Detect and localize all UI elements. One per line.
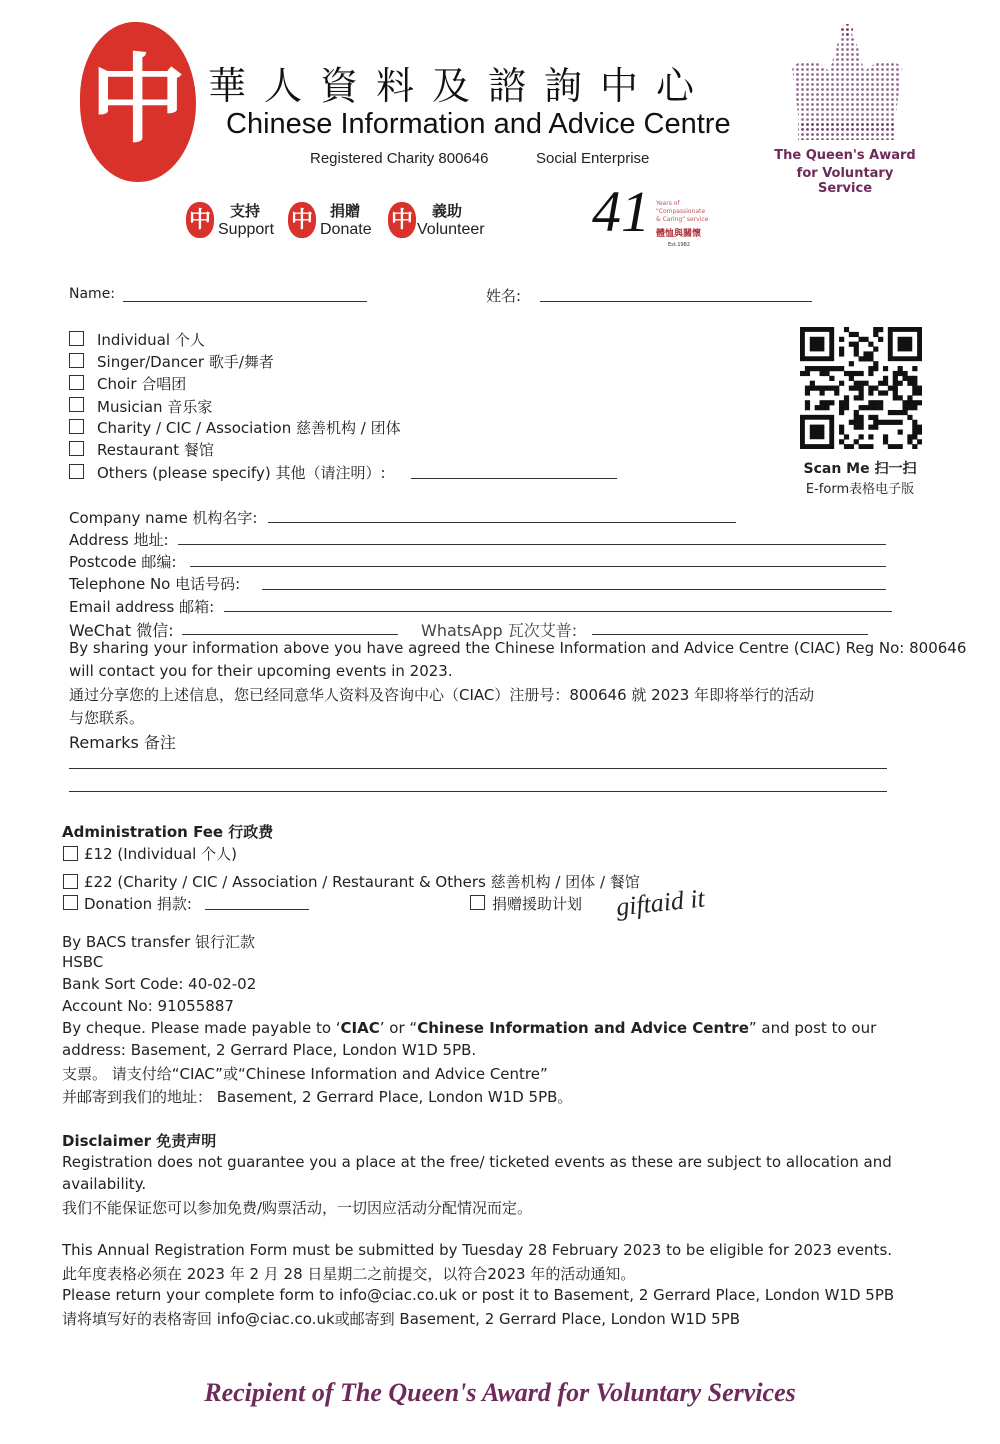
address-input[interactable]: [178, 544, 886, 545]
footer-award: Recipient of The Queen's Award for Voluntary Services: [204, 1378, 796, 1407]
charity-number: Registered Charity 800646: [310, 150, 489, 167]
cheque-zh-2: 并邮寄到我们的地址： Basement, 2 Gerrard Place, London W1D 5PB。: [62, 1088, 573, 1106]
anniversary-badge: [590, 179, 720, 254]
volunteer-zh: 義助: [432, 202, 463, 220]
giftaid-logo: giftaid it: [614, 883, 707, 922]
disclaimer-en-1: Registration does not guarantee you a place at the free/ ticketed events as these are subject to allocation and: [62, 1153, 892, 1171]
support-en: Support: [218, 221, 275, 238]
remarks-input-line-2[interactable]: [69, 791, 887, 792]
email-input[interactable]: [224, 611, 892, 612]
anniversary-number: 41: [592, 179, 650, 244]
address-label: Address 地址:: [69, 531, 169, 549]
category-singer-checkbox[interactable]: [69, 353, 84, 368]
category-label: Charity / CIC / Association 慈善机构 / 团体: [97, 419, 401, 437]
anniv-line-2: "Compassionate: [656, 208, 706, 215]
ciac-mini-logo-icon: 中: [288, 202, 316, 238]
ciac-mini-logo-icon: 中: [388, 202, 416, 238]
consent-zh-2: 与您联系。: [69, 709, 145, 727]
cheque-mid: ’ or “: [379, 1019, 418, 1037]
anniv-line-3: & Caring" service: [656, 216, 709, 223]
donation-label: Donation 捐款:: [84, 895, 192, 913]
whatsapp-label: WhatsApp 瓦次艾普:: [421, 621, 578, 640]
category-restaurant-checkbox[interactable]: [69, 441, 84, 456]
category-label: Individual 个人: [97, 331, 205, 349]
disclaimer-en-2: availability.: [62, 1175, 147, 1193]
category-charity-checkbox[interactable]: [69, 419, 84, 434]
name-zh-input[interactable]: [540, 301, 812, 302]
category-choir-checkbox[interactable]: [69, 375, 84, 390]
return-instructions-zh: 请将填写好的表格寄回 info@ciac.co.uk或邮寄到 Basement, 2 Gerrard Place, London W1D 5PB: [62, 1310, 741, 1328]
anniv-line-1: Years of: [656, 200, 680, 207]
consent-en-2: will contact you for their upcoming events in 2023.: [69, 662, 453, 680]
company-label: Company name 机构名字:: [69, 509, 258, 527]
donate-zh: 捐贈: [330, 202, 361, 220]
giftaid-checkbox[interactable]: [470, 895, 485, 910]
donate-en: Donate: [320, 221, 372, 238]
anniv-est: Est.1982: [668, 242, 691, 248]
support-zh: 支持: [230, 202, 261, 220]
donation-amount-input[interactable]: [205, 909, 309, 910]
wechat-input[interactable]: [182, 634, 398, 635]
category-label: Others (please specify) 其他（请注明）:: [97, 464, 386, 482]
org-title: Chinese Information and Advice Centre: [226, 108, 731, 140]
social-enterprise: Social Enterprise: [536, 150, 650, 167]
postcode-label: Postcode 邮编:: [69, 553, 177, 571]
category-others-checkbox[interactable]: [69, 464, 84, 479]
name-label: Name:: [69, 286, 116, 302]
qr-code[interactable]: [800, 327, 922, 449]
support-button[interactable]: [184, 198, 284, 244]
donate-button[interactable]: [286, 198, 386, 244]
fee-individual-label: £12 (Individual 个人): [84, 845, 237, 863]
email-label: Email address 邮箱:: [69, 598, 215, 616]
qr-caption-2: E-form表格电子版: [805, 482, 915, 497]
remarks-label: Remarks 备注: [69, 733, 176, 752]
fee-organisation-checkbox[interactable]: [63, 874, 78, 889]
cheque-zh-1: 支票。 请支付给“CIAC”或“Chinese Information and Advice Centre”: [62, 1065, 548, 1083]
award-line-1: The Queen's Award: [774, 148, 916, 163]
category-label: Restaurant 餐馆: [97, 441, 214, 459]
award-line-2: for Voluntary Service: [796, 166, 894, 196]
cheque-pre: By cheque. Please made payable to ‘: [62, 1019, 341, 1037]
name-input[interactable]: [123, 301, 367, 302]
cheque-post: ” and post to our: [748, 1019, 877, 1037]
cheque-address: address: Basement, 2 Gerrard Place, London W1D 5PB.: [62, 1041, 477, 1059]
fee-individual-checkbox[interactable]: [63, 846, 78, 861]
category-label: Musician 音乐家: [97, 398, 213, 416]
admin-fee-heading: Administration Fee 行政费: [62, 823, 274, 841]
volunteer-button[interactable]: [386, 198, 496, 244]
anniv-zh: 體恤與關懷: [656, 229, 702, 239]
sort-code: Bank Sort Code: 40-02-02: [62, 975, 257, 993]
queens-award-crown-icon: [780, 22, 915, 150]
category-individual-checkbox[interactable]: [69, 331, 84, 346]
remarks-input-line-1[interactable]: [69, 768, 887, 769]
cheque-payee-full: Chinese Information and Advice Centre: [417, 1019, 749, 1037]
disclaimer-heading: Disclaimer 免责声明: [62, 1132, 217, 1150]
company-input[interactable]: [268, 522, 736, 523]
category-musician-checkbox[interactable]: [69, 397, 84, 412]
category-label: Singer/Dancer 歌手/舞者: [97, 353, 274, 371]
submission-deadline: This Annual Registration Form must be submitted by Tuesday 28 February 2023 to be eligible for 2023 events.: [62, 1241, 893, 1259]
submission-deadline-zh: 此年度表格必须在 2023 年 2 月 28 日星期二之前提交，以符合2023 年的活动通知。: [62, 1265, 636, 1283]
chinese-org-name: 華人資料及諮詢中心: [208, 64, 713, 108]
bank-name: HSBC: [62, 953, 104, 971]
qr-caption-1: Scan Me 扫一扫: [803, 461, 917, 477]
name-zh-label: 姓名:: [486, 287, 522, 305]
ciac-mini-logo-icon: 中: [186, 202, 214, 238]
wechat-label: WeChat 微信:: [69, 621, 174, 640]
consent-en-1: By sharing your information above you have agreed the Chinese Information and Advice Centre (CIAC) Reg No: 800646: [69, 639, 967, 657]
return-instructions: Please return your complete form to info@ciac.co.uk or post it to Basement, 2 Gerrard Place, London W1D 5PB: [62, 1286, 895, 1304]
whatsapp-input[interactable]: [592, 634, 868, 635]
category-label: Choir 合唱团: [97, 375, 187, 393]
logo-character: 中: [90, 43, 186, 156]
donation-checkbox[interactable]: [63, 895, 78, 910]
consent-zh-1: 通过分享您的上述信息，您已经同意华人资料及咨询中心（CIAC）注册号：800646 就 2023 年即将举行的活动: [69, 686, 815, 704]
others-specify-input[interactable]: [411, 478, 617, 479]
volunteer-en: Volunteer: [417, 221, 485, 238]
cheque-instructions: [62, 1019, 876, 1037]
bacs-label: By BACS transfer 银行汇款: [62, 933, 255, 951]
postcode-input[interactable]: [190, 566, 886, 567]
account-number: Account No: 91055887: [62, 997, 234, 1015]
disclaimer-zh: 我们不能保证您可以参加免费/购票活动，一切因应活动分配情况而定。: [62, 1199, 533, 1217]
telephone-label: Telephone No 电话号码:: [69, 575, 241, 593]
fee-organisation-label: £22 (Charity / CIC / Association / Restaurant & Others 慈善机构 / 团体 / 餐馆: [84, 873, 640, 891]
giftaid-label: 捐赠援助计划: [492, 895, 583, 913]
telephone-input[interactable]: [262, 589, 886, 590]
cheque-payee-short: CIAC: [340, 1019, 380, 1037]
